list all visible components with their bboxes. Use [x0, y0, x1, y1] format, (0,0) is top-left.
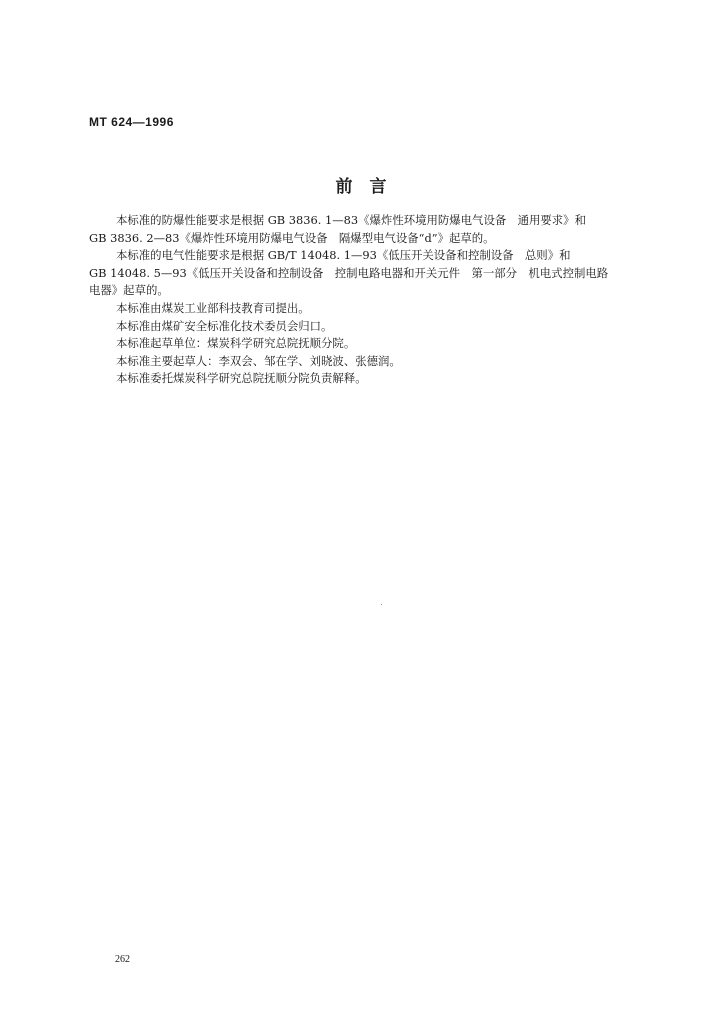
standard-number: MT 624—1996	[89, 115, 174, 129]
page-number: 262	[115, 954, 130, 965]
paragraph-line: GB 3836. 2—83《爆炸性环境用防爆电气设备 隔爆型电气设备“d”》起草的。	[89, 230, 495, 245]
paragraph-line: 本标准由煤矿安全标准化技术委员会归口。	[116, 318, 333, 333]
paragraph-proposed-by	[89, 300, 651, 318]
scan-speck	[381, 604, 382, 605]
paragraph-electrical	[89, 247, 651, 300]
paragraph-line: 电器》起草的。	[89, 283, 169, 298]
paragraph-line: 本标准的防爆性能要求是根据 GB 3836. 1—83《爆炸性环境用防爆电气设备 通用要求》和	[116, 213, 586, 227]
paragraph-line: 本标准委托煤炭科学研究总院抚顺分院负责解释。	[116, 371, 367, 386]
paragraph-line: 本标准的电气性能要求是根据 GB/T 14048. 1—93《低压开关设备和控制设备 总则》和	[116, 248, 571, 263]
foreword-body	[89, 212, 651, 388]
paragraph-explosion-proof	[89, 212, 651, 247]
paragraph-centralized-by	[89, 318, 651, 336]
paragraph-drafting-unit	[89, 335, 651, 353]
paragraph-line: 本标准由煤炭工业部科技教育司提出。	[116, 300, 310, 315]
paragraph-line: 本标准起草单位：煤炭科学研究总院抚顺分院。	[116, 336, 356, 351]
paragraph-line: GB 14048. 5—93《低压开关设备和控制设备 控制电路电器和开关元件 第一部分 机电式控制电路	[89, 265, 609, 280]
paragraph-interpretation	[89, 370, 651, 388]
page-title: 前 言	[335, 177, 387, 197]
paragraph-drafters	[89, 353, 651, 371]
paragraph-line: 本标准主要起草人：李双会、邹在学、刘晓波、张德润。	[116, 353, 401, 368]
